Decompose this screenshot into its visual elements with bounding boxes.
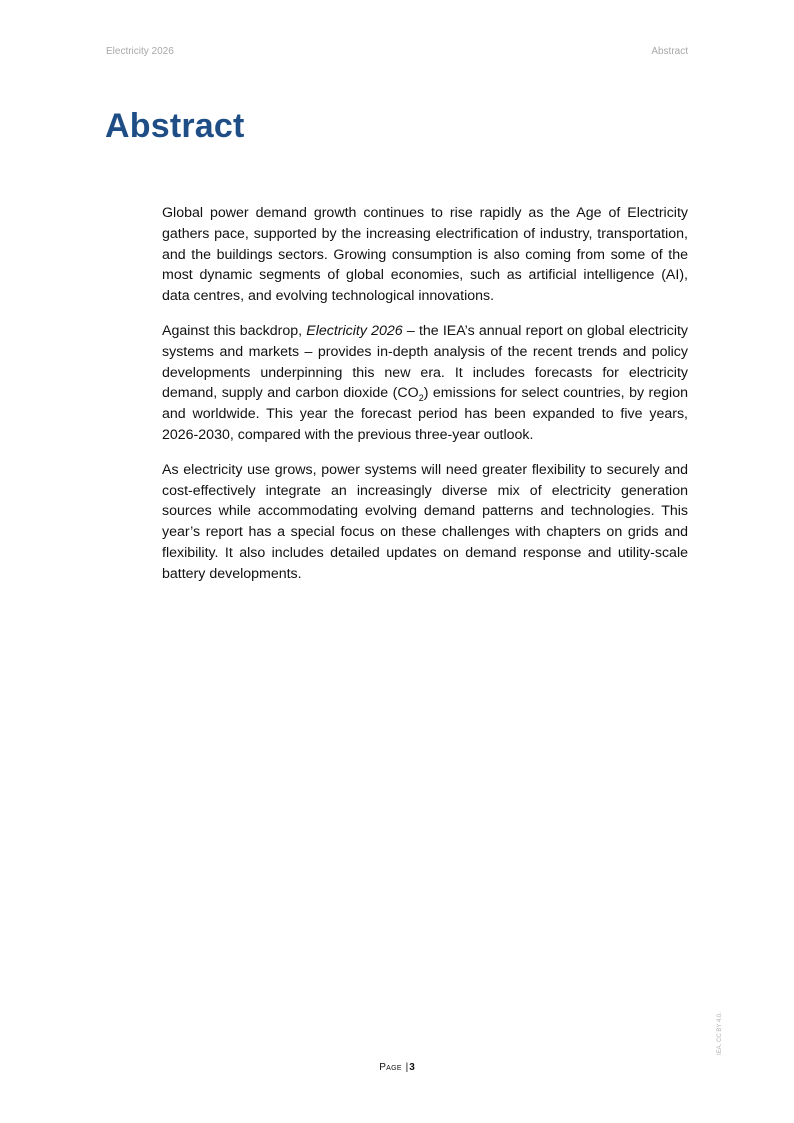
paragraph-2-suffix: ) emissions for select countries, by region and worldwide. This year the forecast period has been expanded to five years, 2026-2030, compared with the previous three-year outlook. [162, 385, 688, 443]
page-footer [0, 1062, 794, 1074]
page-number: 3 [409, 1062, 415, 1073]
paragraph-3: As electricity use grows, power systems will need greater flexibility to securely and cost-effectively integrate an increasingly diverse mix of electricity generation sources while accommodating evolving demand patterns and technologies. This year’s report has a special focus on these challenges with chapters on grids and flexibility. It also includes detailed updates on demand response and utility-scale battery developments. [162, 461, 688, 582]
page-title: Abstract [105, 107, 245, 145]
paragraph-2-middle: – the IEA’s annual report on global electricity systems and markets – provides in-depth analysis of the recent trends and policy developments underpinning this new era. It includes forecasts for electricity demand, supply and carbon dioxide (CO [162, 322, 689, 402]
paragraph-2-prefix: Against this backdrop, [162, 322, 307, 339]
abstract-body [162, 203, 688, 599]
page-separator: | [405, 1062, 409, 1073]
running-header-report-title: Electricity 2026 [106, 46, 174, 57]
report-title-italic: Electricity 2026 [306, 322, 403, 339]
page-label: Page [379, 1062, 402, 1073]
running-header-section: Abstract [651, 46, 688, 57]
license-notice: IEA. CC BY 4.0. [717, 1012, 723, 1055]
paragraph-2 [162, 321, 688, 446]
co2-subscript: 2 [418, 393, 424, 404]
paragraph-1: Global power demand growth continues to rise rapidly as the Age of Electricity gathers pace, supported by the increasing electrification of industry, transportation, and the buildings sectors. Growing consumption is also coming from some of the most dynamic segments of global economies, such as artificial intelligence (AI), data centres, and evolving technological innovations. [162, 205, 688, 305]
